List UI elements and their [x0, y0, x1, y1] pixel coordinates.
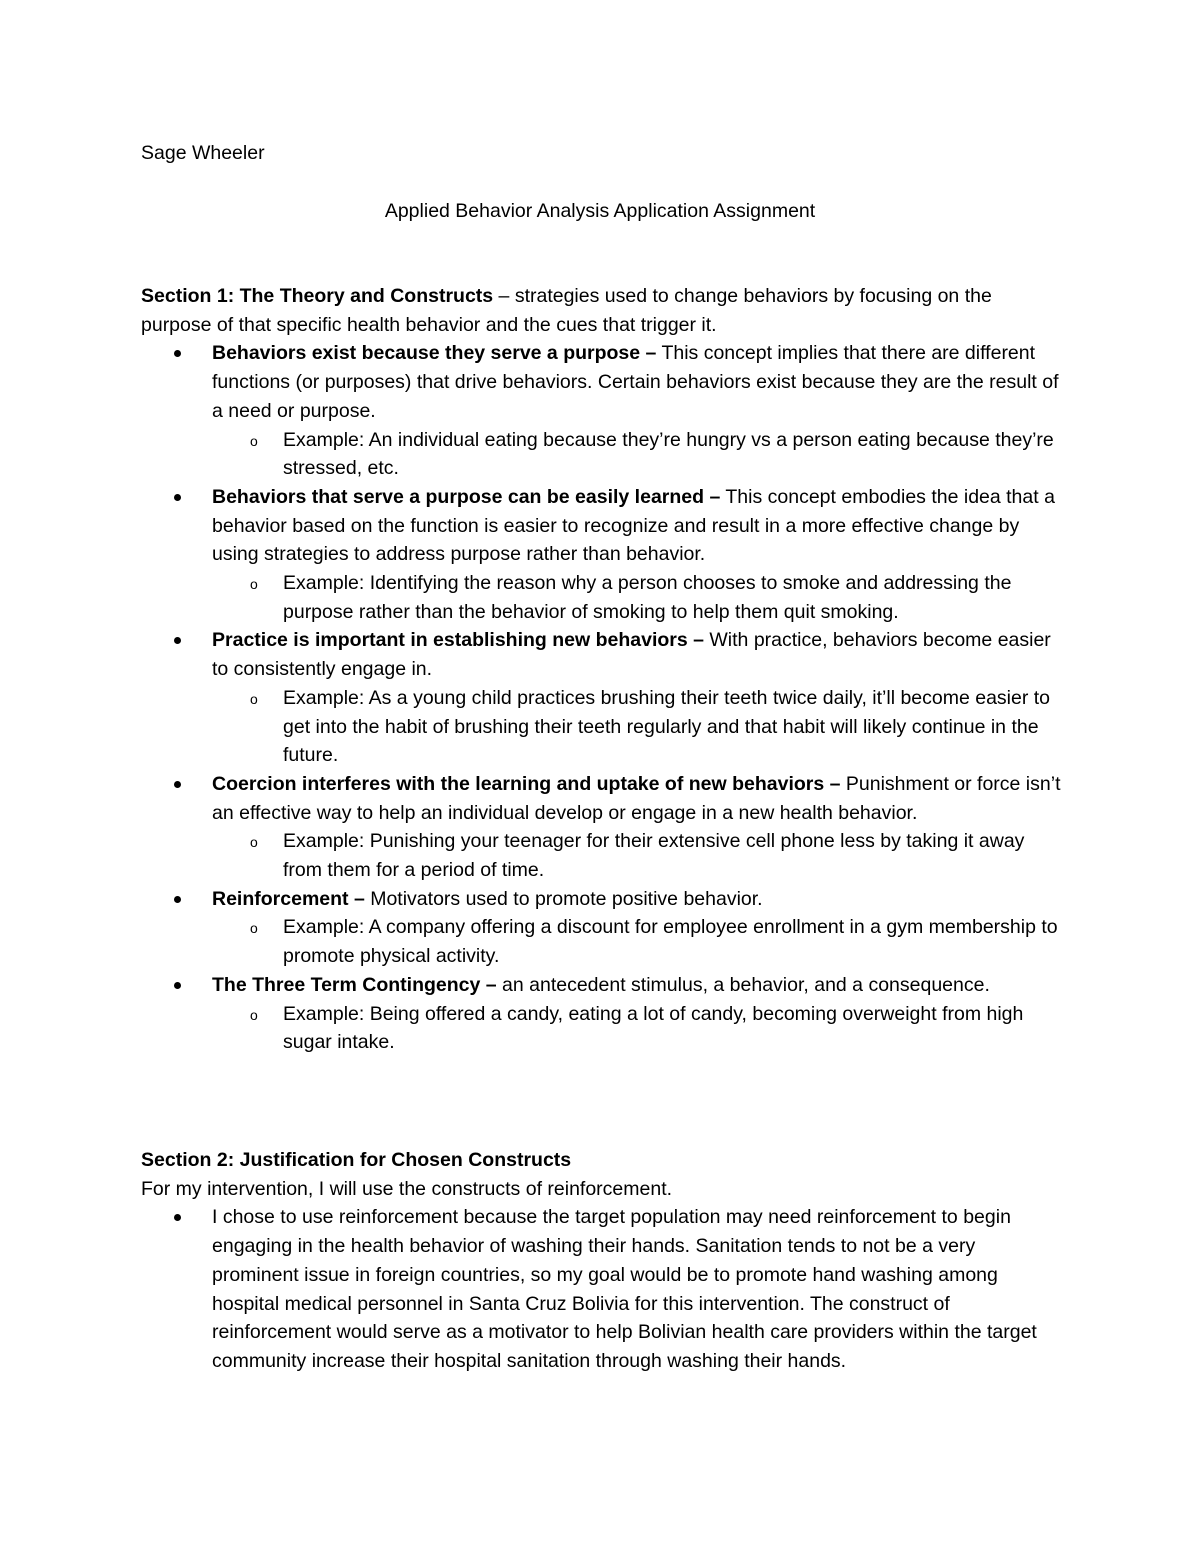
sub-bullet-icon: o — [250, 576, 258, 593]
justification-item — [141, 1203, 1061, 1375]
example-list — [212, 426, 1061, 483]
bullet-icon — [174, 494, 181, 501]
construct-description: With practice, behaviors become easier to consistently engage in. — [212, 629, 1051, 681]
example-text: Example: A company offering a discount for employee enrollment in a gym membership to promote physical activity. — [283, 916, 1058, 968]
construct-description: Punishment or force isn’t an effective way to help an individual develop or engage in a new health behavior. — [212, 772, 1061, 824]
construct-term: Reinforcement – — [212, 887, 365, 910]
sub-bullet-icon: o — [250, 1006, 258, 1023]
justification-list — [141, 1203, 1061, 1375]
construct-item — [141, 971, 1061, 1057]
example-text: Example: An individual eating because they’re hungry vs a person eating because they’re stressed, etc. — [283, 428, 1054, 480]
example-text: Example: Being offered a candy, eating a lot of candy, becoming overweight from high sugar intake. — [283, 1002, 1024, 1054]
example-list — [212, 569, 1061, 626]
section-2-heading-line — [141, 1146, 1061, 1175]
example-list — [212, 684, 1061, 770]
example-item — [212, 684, 1061, 770]
example-list — [212, 827, 1061, 884]
sub-bullet-icon: o — [250, 432, 258, 449]
construct-item — [141, 626, 1061, 770]
construct-item — [141, 483, 1061, 627]
bullet-icon — [174, 896, 181, 903]
section-1-intro: – strategies used to change behaviors by focusing on the purpose of that specific health behavior and the cues that trigger it. — [141, 285, 992, 336]
author-name: Sage Wheeler — [141, 142, 265, 164]
bullet-icon — [174, 781, 181, 788]
example-text: Example: As a young child practices brushing their teeth twice daily, it’ll become easier to get into the habit of brushing their teeth regularly and that habit will likely continue in the future. — [283, 686, 1051, 767]
section-1-heading: Section 1: The Theory and Constructs — [141, 285, 494, 307]
construct-item — [141, 770, 1061, 885]
construct-item — [141, 339, 1061, 483]
construct-term: Practice is important in establishing new behaviors – — [212, 629, 704, 652]
construct-term: Behaviors exist because they serve a purpose – — [212, 342, 657, 365]
example-list — [212, 913, 1061, 970]
construct-description: This concept implies that there are different functions (or purposes) that drive behaviors. Certain behaviors exist because they are the result of a need or purpose. — [212, 342, 1059, 422]
construct-item — [141, 885, 1061, 971]
section-1-intro-paragraph — [141, 282, 1061, 339]
section-2-intro: For my intervention, I will use the constructs of reinforcement. — [141, 1177, 673, 1200]
example-item — [212, 1000, 1061, 1057]
sub-bullet-icon: o — [250, 834, 258, 851]
example-item — [212, 426, 1061, 483]
sub-bullet-icon: o — [250, 690, 258, 707]
example-text: Example: Punishing your teenager for their extensive cell phone less by taking it away from them for a period of time. — [283, 830, 1025, 882]
bullet-icon — [174, 982, 181, 989]
section-2-heading: Section 2: Justification for Chosen Constructs — [141, 1149, 572, 1171]
justification-text: I chose to use reinforcement because the target population may need reinforcement to begin engaging in the health behavior of washing their hands. Sanitation tends to not be a very prominent issue in foreign countries, so my goal would be to promote hand washing among hospital medical personnel in Santa Cruz Bolivia for this intervention. The construct of reinforcement would serve as a motivator to help Bolivian health care providers within the target community increase their hospital sanitation through washing their hands. — [212, 1206, 1037, 1372]
bullet-icon — [174, 637, 181, 644]
example-text: Example: Identifying the reason why a person chooses to smoke and addressing the purpose rather than the behavior of smoking to help them quit smoking. — [283, 572, 1012, 623]
sub-bullet-icon: o — [250, 920, 258, 937]
example-list — [212, 1000, 1061, 1057]
section-1 — [141, 282, 1061, 1057]
bullet-icon — [174, 1214, 181, 1221]
construct-term: Coercion interferes with the learning and uptake of new behaviors – — [212, 772, 841, 795]
example-item — [212, 827, 1061, 884]
section-2 — [141, 1146, 1061, 1376]
construct-description: This concept embodies the idea that a behavior based on the function is easier to recognize and result in a more effective change by using strategies to address purpose rather than behavior. — [212, 485, 1055, 566]
bullet-icon — [174, 350, 181, 357]
construct-description: an antecedent stimulus, a behavior, and a consequence. — [496, 973, 990, 996]
construct-term: Behaviors that serve a purpose can be easily learned – — [212, 485, 721, 508]
example-item — [212, 913, 1061, 970]
construct-list — [141, 339, 1061, 1057]
construct-term: The Three Term Contingency – — [212, 973, 497, 996]
construct-description: Motivators used to promote positive behavior. — [364, 887, 763, 910]
example-item — [212, 569, 1061, 626]
document-title: Applied Behavior Analysis Application Assignment — [384, 200, 816, 222]
